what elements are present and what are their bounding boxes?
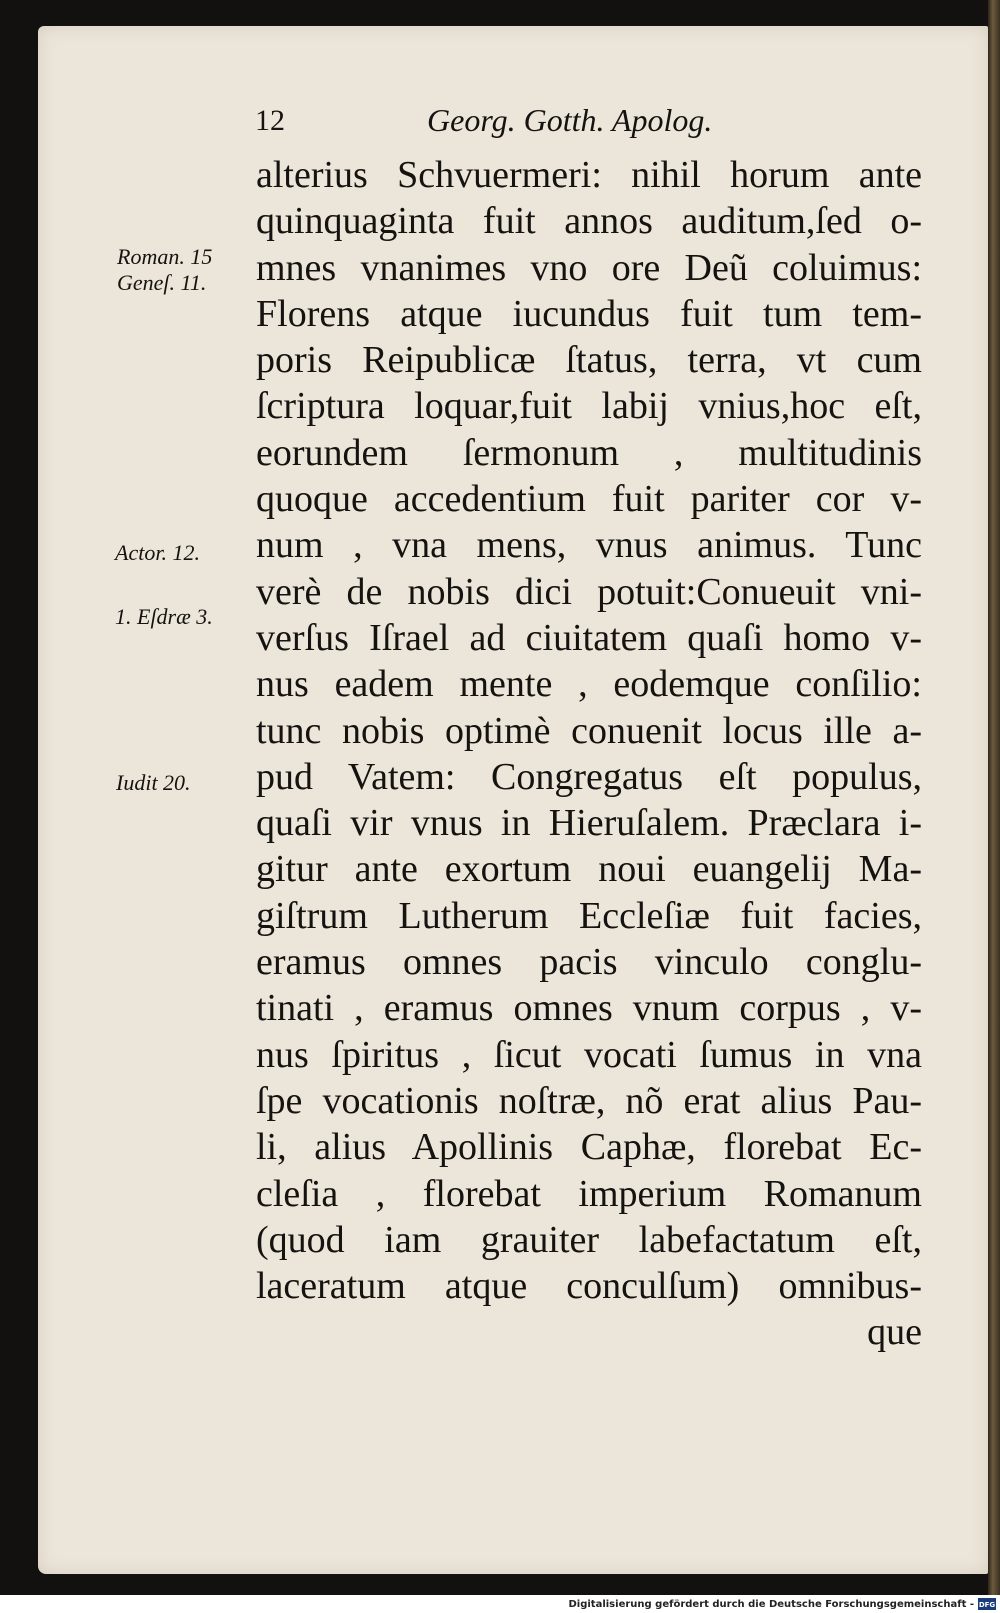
text-line: mnes vnanimes vno ore Deũ coluimus: — [256, 246, 922, 289]
text-line: ſcriptura loquar,fuit labij vnius,hoc eſt, — [256, 385, 922, 428]
catchword: que — [867, 1311, 922, 1354]
margin-note-genesis: Geneſ. 11. — [117, 270, 207, 295]
text-line: quoque accedentium fuit pariter cor v- — [256, 478, 922, 521]
text-line: giſtrum Lutherum Eccleſiæ fuit facies, — [256, 894, 922, 937]
text-line: tunc nobis optimè conuenit locus ille a- — [256, 709, 922, 752]
text-line: laceratum atque conculſum) omnibus- — [256, 1265, 922, 1308]
text-line: Florens atque iucundus fuit tum tem- — [256, 292, 922, 335]
text-line: cleſia , florebat imperium Romanum — [256, 1172, 922, 1215]
text-line: nus eadem mente , eodemque conſilio: — [256, 663, 922, 706]
text-line: pud Vatem: Congregatus eſt populus, — [256, 755, 922, 798]
text-line: tinati , eramus omnes vnum corpus , v- — [256, 987, 922, 1030]
text-line: num , vna mens, vnus animus. Tunc — [256, 524, 922, 567]
text-line: quinquaginta fuit annos auditum,ſed o- — [256, 200, 922, 243]
dfg-logo-icon — [978, 1598, 996, 1610]
text-line: verſus Iſrael ad ciuitatem quaſi homo v- — [256, 616, 922, 659]
text-line: ſpe vocationis noſtræ, nõ erat alius Pau- — [256, 1079, 922, 1122]
text-line: eramus omnes pacis vinculo conglu- — [256, 941, 922, 984]
margin-note-roman: Roman. 15 — [117, 244, 213, 269]
svg-text:DFG: DFG — [978, 1601, 996, 1609]
text-line: poris Reipublicæ ſtatus, terra, vt cum — [256, 339, 922, 382]
text-line: (quod iam grauiter labefactatum eſt, — [256, 1218, 922, 1261]
running-title: Georg. Gotth. Apolog. — [427, 102, 713, 138]
text-line: nus ſpiritus , ſicut vocati ſumus in vna — [256, 1033, 922, 1076]
text-line: quaſi vir vnus in Hieruſalem. Præclara i- — [256, 802, 922, 845]
margin-note-judith: Iudit 20. — [116, 770, 191, 795]
body-text — [256, 152, 922, 1356]
book-binding-edge — [988, 0, 1000, 1595]
text-line: eorundem ſermonum , multitudinis — [256, 431, 922, 474]
text-line: gitur ante exortum noui euangelij Ma- — [256, 848, 922, 891]
text-line: li, alius Apollinis Caphæ, florebat Ec- — [256, 1126, 922, 1169]
running-head — [255, 104, 775, 144]
margin-note-acts: Actor. 12. — [115, 540, 200, 565]
footer-credit: Digitalisierung gefördert durch die Deutsche Forschungsgemeinschaft - — [568, 1599, 974, 1610]
page-number: 12 — [255, 104, 285, 137]
text-line: verè de nobis dici potuit:Conueuit vni- — [256, 570, 922, 613]
text-line: alterius Schvuermeri: nihil horum ante — [256, 154, 922, 196]
margin-note-esdras: 1. Eſdræ 3. — [115, 604, 213, 629]
